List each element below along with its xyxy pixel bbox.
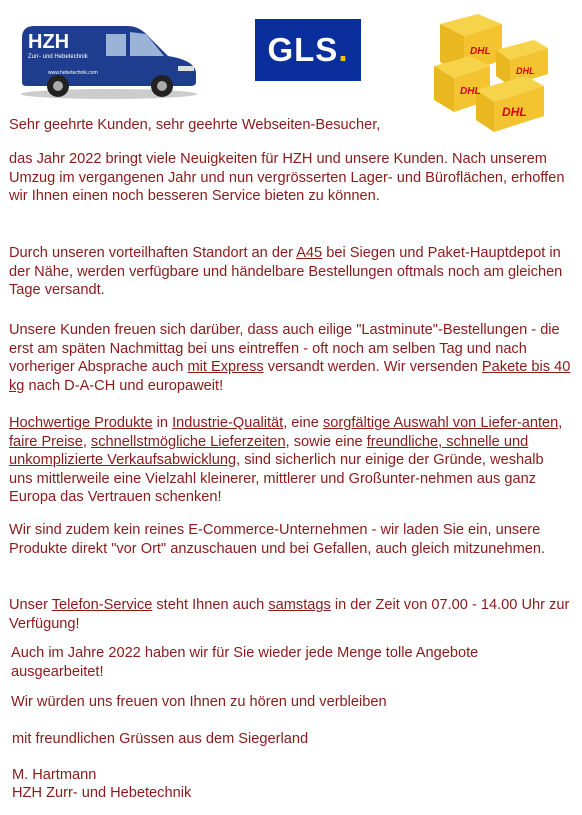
paragraph-offers: Auch im Jahre 2022 haben wir für Sie wieder jede Menge tolle Angebote ausgearbeitet!: [11, 645, 479, 680]
signature-name: M. Hartmann: [12, 767, 97, 783]
greeting: Sehr geehrte Kunden, sehr geehrte Webseiten-Besucher,: [9, 117, 381, 133]
dhl-text-3: DHL: [460, 86, 481, 97]
link-pakete[interactable]: Pakete bis 40 kg: [9, 359, 571, 394]
gls-logo-dot: .: [338, 31, 349, 68]
link-auswahl-lieferanten[interactable]: sorgfältige Auswahl von Liefer-anten: [322, 415, 559, 431]
link-industrie-qualitaet[interactable]: Industrie-Qualität: [172, 415, 284, 431]
link-hochwertige-produkte[interactable]: Hochwertige Produkte: [9, 415, 153, 431]
link-telefon-service[interactable]: Telefon-Service: [51, 597, 153, 613]
van-subtitle-text: Zurr- und Hebetechnik: [28, 54, 88, 60]
link-a45[interactable]: A45: [296, 245, 323, 261]
dhl-text-2: DHL: [516, 66, 535, 76]
hzh-van-image: [18, 20, 200, 100]
signature-company: HZH Zurr- und Hebetechnik: [12, 785, 192, 801]
paragraph-news: das Jahr 2022 bringt viele Neuigkeiten für HZH und unsere Kunden. Nach unserem Umzug im vergangenen Jahr und nun vergrösserten Lager- und Büroflächen, erhoffen wir Ihnen einen noch besseren Service bieten zu können.: [9, 151, 565, 204]
logo-bar: [0, 0, 582, 135]
link-samstags[interactable]: samstags: [268, 597, 331, 613]
dhl-text-4: DHL: [502, 105, 527, 119]
link-lieferzeiten[interactable]: schnellstmögliche Lieferzeiten: [90, 433, 286, 450]
gls-logo-text: GLS: [267, 31, 339, 68]
link-verkaufsabwicklung[interactable]: freundliche, schnelle und unkomplizierte Verkaufsabwicklung: [9, 433, 529, 468]
gls-logo: [255, 19, 361, 81]
link-express[interactable]: mit Express: [187, 359, 264, 375]
paragraph-reasons: Hochwertige Produkte in Industrie-Qualität, eine sorgfältige Auswahl von Liefer-anten, faire Preise, schnellstmögliche Lieferzeiten, sowie eine freundliche, schnelle und unkomplizierte Verkaufsabwicklung, sind sicherlich nur einige der Gründe, weshalb uns mittlerweile eine Vielzahl kleinerer, mittlerer und Großunter-nehmen aus ganz Europa das Vertrauen schenken!: [9, 415, 563, 505]
dhl-text-1: DHL: [470, 46, 491, 57]
link-faire-preise[interactable]: faire Preise: [9, 433, 83, 450]
van-url-text: www.hebetechnik.com: [48, 70, 98, 76]
dhl-boxes-image: [430, 10, 570, 134]
paragraph-closing: Wir würden uns freuen von Ihnen zu hören und verbleiben: [11, 694, 387, 710]
paragraph-express: Unsere Kunden freuen sich darüber, dass auch eilige "Lastminute"-Bestellungen - die erst am späten Nachmittag bei uns eintreffen - oft noch am selben Tag und nach vorheriger Absprache auch mit Express versandt werden. Wir versenden Pakete bis 40 kg nach D-A-CH und europaweit!: [9, 322, 571, 394]
paragraph-showroom: Wir sind zudem kein reines E-Commerce-Unternehmen - wir laden Sie ein, unsere Produkte direkt "vor Ort" anzuschauen und bei Gefallen, auch gleich mitzunehmen.: [9, 522, 546, 557]
paragraph-phone-service: Unser Telefon-Service steht Ihnen auch samstags in der Zeit von 07.00 - 14.00 Uhr zur Verfügung!: [9, 597, 570, 632]
paragraph-location: Durch unseren vorteilhaften Standort an der A45 bei Siegen und Paket-Hauptdepot in der Nähe, werden verfügbare und händelbare Bestellungen oftmals noch am gleichen Tage versandt.: [9, 245, 563, 298]
van-brand-text: HZH: [28, 31, 70, 53]
paragraph-regards: mit freundlichen Grüssen aus dem Siegerland: [12, 731, 309, 747]
